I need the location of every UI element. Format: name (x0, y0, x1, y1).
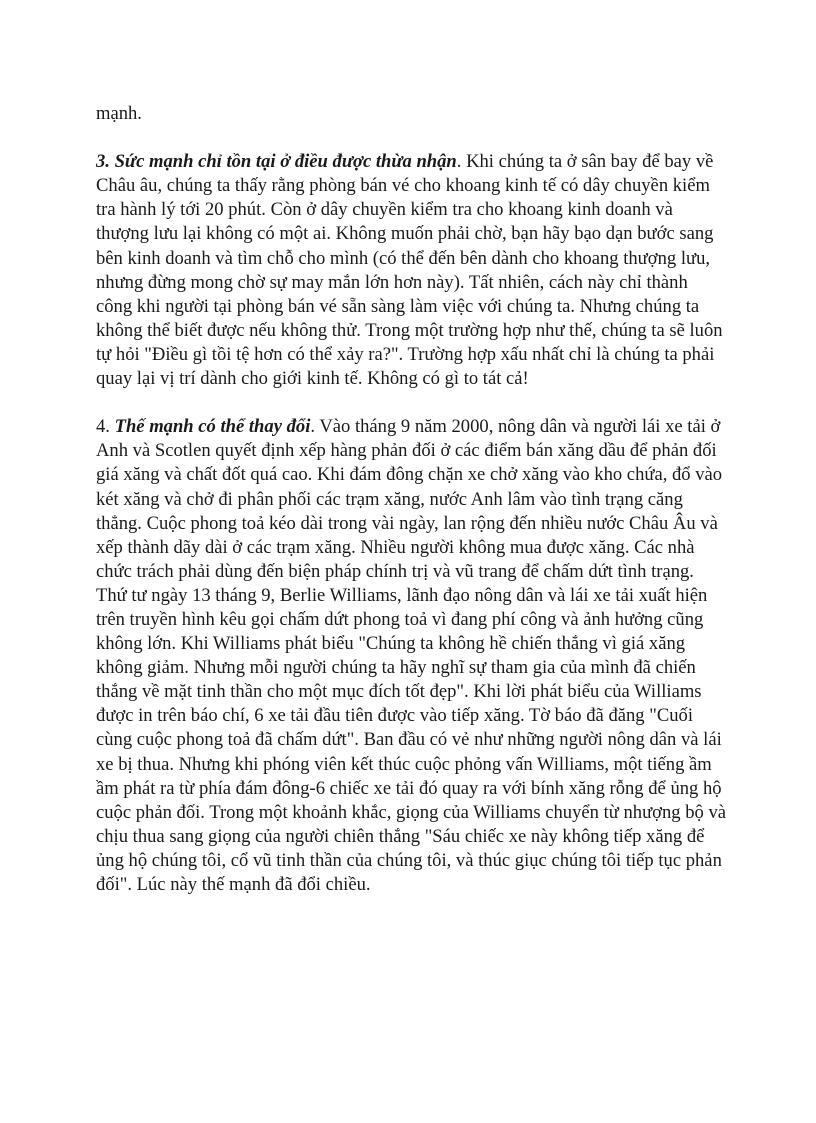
section-3-paragraph (96, 150, 728, 391)
section-4-paragraph (96, 415, 728, 897)
section-3-heading (96, 151, 457, 172)
intro-fragment: mạnh. (96, 103, 142, 124)
section-4-body: . Vào tháng 9 năm 2000, nông dân và người lái xe tải ở Anh và Scotlen quyết định xếp hàng phản đối ở các điểm bán xăng dầu để phản đối giá xăng và chất đốt quá cao. Khi đám đông chặn xe chở xăng vào kho chứa, đổ vào két xăng và chở đi phân phối các trạm xăng, nước Anh lâm vào tình trạng căng thẳng. Cuộc phong toả kéo dài trong vài ngày, lan rộng đến nhiều nước Châu Âu và xếp thành dãy dài ở các trạm xăng. Nhiều người không mua được xăng. Các nhà chức trách phải dùng đến biện pháp chính trị và vũ trang để chấm dứt tình trạng. Thứ tư ngày 13 tháng 9, Berlie Williams, lãnh đạo nông dân và lái xe tải xuất hiện trên truyền hình kêu gọi chấm dứt phong toả vì đang phí công và ảnh hưởng cũng không lớn. Khi Williams phát biểu "Chúng ta không hề chiến thắng vì giá xăng không giảm. Nhưng mỗi người chúng ta hãy nghĩ sự tham gia của mình đã chiến thắng về mặt tinh thần cho một mục đích tốt đẹp". Khi lời phát biểu của Williams được in trên báo chí, 6 xe tải đầu tiên được vào tiếp xăng. Tờ báo đã đăng "Cuối cùng cuộc phong toả đã chấm dứt". Ban đầu có vẻ như những người nông dân và lái xe bị thua. Nhưng khi phóng viên kết thúc cuộc phỏng vấn Williams, một tiếng ầm ầm phát ra từ phía đám đông-6 chiếc xe tải đó quay ra với bính xăng rỗng để ủng hộ cuộc phản đối. Trong một khoảnh khắc, giọng của Williams chuyển từ nhượng bộ và chịu thua sang giọng của người chiên thắng "Sáu chiếc xe này không tiếp xăng để ủng hộ chúng tôi, cổ vũ tinh thần của chúng tôi, và thúc giục chúng tôi tiếp tục phản đối". Lúc này thế mạnh đã đổi chiều. (96, 416, 727, 895)
section-4-number: 4. (96, 416, 115, 438)
section-4-title: Thế mạnh có thể thay đổi (114, 416, 311, 438)
section-3-title: Sức mạnh chỉ tồn tại ở điều được thừa nhận (114, 151, 457, 173)
section-3-number: 3. (96, 151, 115, 173)
document-page (96, 102, 728, 897)
section-3-body: . Khi chúng ta ở sân bay để bay về Châu âu, chúng ta thấy rằng phòng bán vé cho khoang kinh tế có dây chuyền kiểm tra hành lý tới 20 phút. Còn ở dây chuyền kiểm tra cho khoang kinh doanh và thượng lưu lại không có một ai. Không muốn phải chờ, bạn hãy bạo dạn bước sang bên kinh doanh và tìm chỗ cho mình (có thể đến bên dành cho khoang thượng lưu, nhưng đừng mong chờ sự may mắn lớn hơn này). Tất nhiên, cách này chỉ thành công khi người tại phòng bán vé sẵn sàng làm việc với chúng ta. Nhưng chúng ta không thể biết được nếu không thử. Trong một trường hợp như thế, chúng ta sẽ luôn tự hỏi "Điều gì tồi tệ hơn có thể xảy ra?". Trường hợp xấu nhất chỉ là chúng ta phải quay lại vị trí dành cho giới kinh tế. Không có gì to tát cả! (96, 151, 723, 390)
